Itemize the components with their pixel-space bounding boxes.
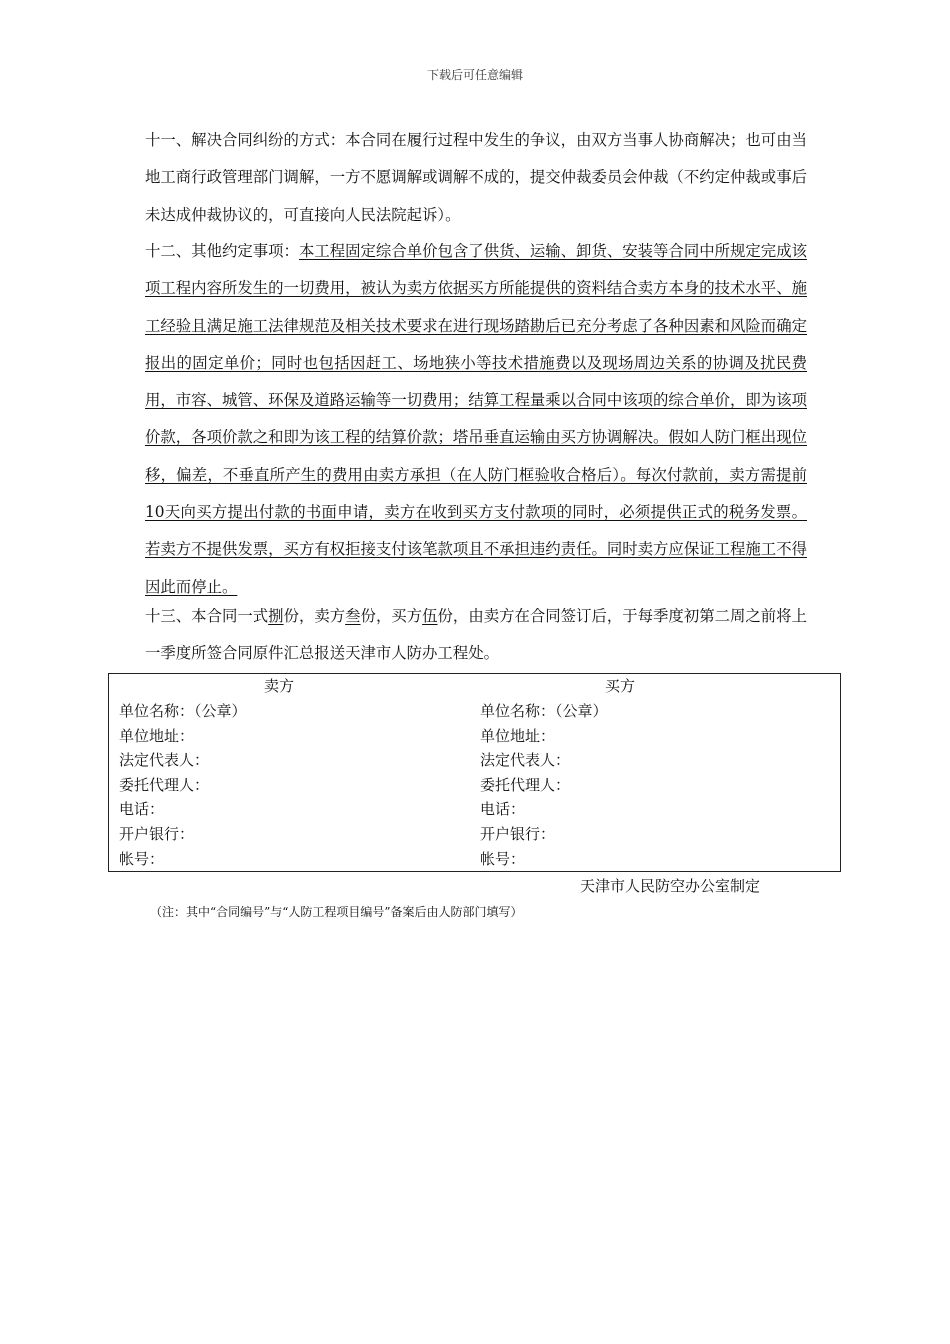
clause-12-other-terms [145, 233, 807, 606]
buyer-unit-address: 单位地址： [480, 726, 556, 745]
document-maker: 天津市人民防空办公室制定 [580, 877, 761, 895]
seller-bank: 开户银行： [119, 824, 195, 843]
clause-12-underlined-text: 本工程固定综合单价包含了供货、运输、卸货、安装等合同中所规定完成该项工程内容所发生的一切费用，被认为卖方依据买方所能提供的资料结合卖方本身的技术水平、施工经验且满足施工法律规范及相关技术要求在进行现场踏勘后已充分考虑了各种因素和风险而确定报出的固定单价；同时也包括因赶工、场地狭小等技术措施费以及现场周边关系的协调及扰民费用，市容、城管、环保及道路运输等一切费用；结算工程量乘以合同中该项的综合单价，即为该项价款，各项价款之和即为该工程的结算价款；塔吊垂直运输由买方协调解决。假如人防门框出现位移，偏差，不垂直所产生的费用由卖方承担（在人防门框验收合格后）。每次付款前，卖方需提前10天向买方提出付款的书面申请，卖方在收到买方支付款项的同时，必须提供正式的税务发票。若卖方不提供发票，买方有权拒接支付该笔款项且不承担违约责任。同时卖方应保证工程施工不得因此而停止。 [145, 242, 807, 596]
clause-13-part3: 份，买方 [360, 607, 423, 625]
seller-copies-value: 叁 [345, 607, 361, 625]
seller-agent: 委托代理人： [119, 775, 210, 794]
buyer-title: 买方 [604, 677, 635, 695]
seller-account: 帐号： [119, 849, 165, 868]
buyer-phone: 电话： [480, 800, 526, 819]
seller-unit-address: 单位地址： [119, 726, 195, 745]
footnote: （注：其中“合同编号”与“人防工程项目编号”备案后由人防部门填写） [150, 905, 523, 919]
clause-11-text: 十一、解决合同纠纷的方式：本合同在履行过程中发生的争议，由双方当事人协商解决；也可由当地工商行政管理部门调解，一方不愿调解或调解不成的，提交仲裁委员会仲裁（不约定仲裁或事后未达成仲裁协议的，可直接向人民法院起诉）。 [145, 131, 807, 224]
seller-column [119, 674, 479, 871]
clause-13-part4: 份，由卖方在合同签订后，于每季度初第二周之前将上一季度所签合同原件汇总报送天津市人防办工程处。 [145, 607, 807, 663]
clause-12-label: 十二、其他约定事项： [145, 242, 299, 260]
buyer-legal-rep: 法定代表人： [480, 751, 571, 770]
buyer-agent: 委托代理人： [480, 775, 571, 794]
buyer-copies-value: 伍 [422, 607, 438, 625]
seller-title: 卖方 [263, 677, 294, 695]
signature-table [108, 673, 841, 872]
page-header: 下载后可任意编辑 [426, 68, 523, 82]
seller-legal-rep: 法定代表人： [119, 751, 210, 770]
total-copies-value: 捌 [268, 607, 284, 625]
clause-13-copies [145, 598, 807, 673]
buyer-column [480, 674, 840, 871]
buyer-unit-name: 单位名称：（公章） [480, 702, 608, 720]
clause-13-part1: 十三、本合同一式 [145, 607, 269, 625]
buyer-bank: 开户银行： [480, 824, 556, 843]
clause-11-dispute-resolution [145, 122, 807, 234]
buyer-account: 帐号： [480, 849, 526, 868]
seller-unit-name: 单位名称：（公章） [119, 702, 247, 720]
clause-13-part2: 份，卖方 [283, 607, 346, 625]
seller-phone: 电话： [119, 800, 165, 819]
